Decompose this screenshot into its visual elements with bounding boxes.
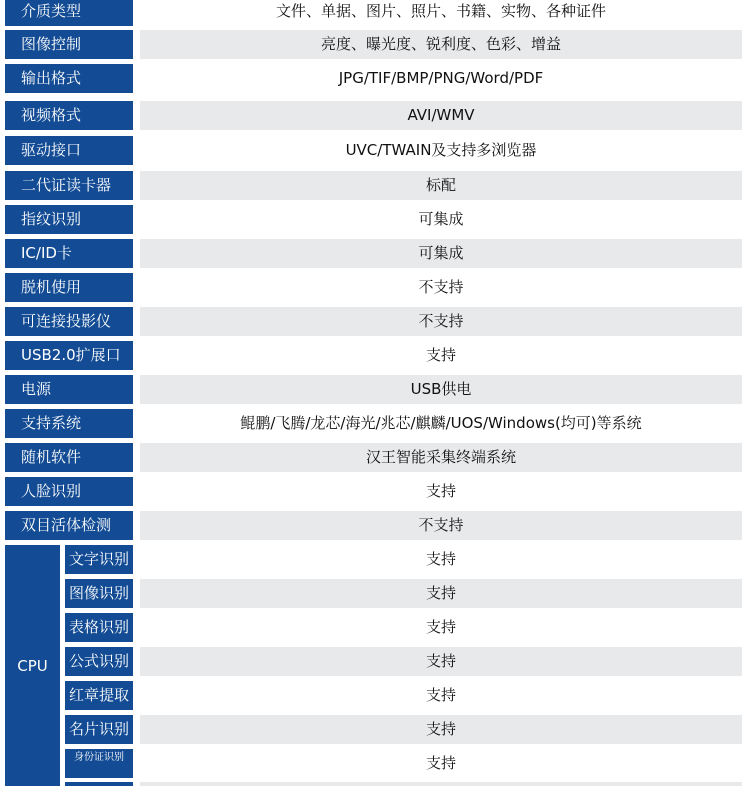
row-value: JPG/TIF/BMP/PNG/Word/PDF [140, 64, 742, 93]
cpu-row-value: 支持 [140, 647, 742, 676]
row-label: 脱机使用 [5, 273, 133, 302]
cpu-row [0, 647, 750, 676]
row-label: 介质类型 [5, 0, 133, 26]
row-value: 文件、单据、图片、照片、书籍、实物、各种证件 [140, 0, 742, 26]
row-value: USB供电 [140, 375, 742, 404]
cpu-row-label: 公式识别 [65, 647, 133, 676]
row-value: 可集成 [140, 205, 742, 234]
row-label: 电源 [5, 375, 133, 404]
cpu-row [0, 715, 750, 744]
row-label: 人脸识别 [5, 477, 133, 506]
cpu-group-label: CPU [5, 545, 60, 786]
spec-row [0, 511, 750, 540]
spec-row [0, 443, 750, 472]
row-value: 亮度、曝光度、锐利度、色彩、增益 [140, 30, 742, 59]
row-value: 支持 [140, 341, 742, 370]
row-value: 鲲鹏/飞腾/龙芯/海光/兆芯/麒麟/UOS/Windows(均可)等系统 [140, 409, 742, 438]
row-value: 不支持 [140, 273, 742, 302]
spec-row [0, 307, 750, 336]
cpu-row-value: 支持 [140, 715, 742, 744]
row-value: 汉王智能采集终端系统 [140, 443, 742, 472]
spec-row [0, 0, 750, 26]
row-label: USB2.0扩展口 [5, 341, 133, 370]
spec-row [0, 205, 750, 234]
spec-row [0, 171, 750, 200]
cpu-row-value: 支持 [140, 749, 742, 778]
row-value: 不支持 [140, 307, 742, 336]
row-label: IC/ID卡 [5, 239, 133, 268]
row-value: 不支持 [140, 511, 742, 540]
cpu-row [0, 681, 750, 710]
cpu-row-value: 支持 [140, 579, 742, 608]
spec-row [0, 64, 750, 93]
cpu-row-label: 文字识别 [65, 545, 133, 574]
row-label: 随机软件 [5, 443, 133, 472]
cpu-row [0, 579, 750, 608]
spec-row [0, 341, 750, 370]
cpu-row-value: 支持 [140, 681, 742, 710]
cpu-row-value: 支持 [140, 613, 742, 642]
spec-row [0, 136, 750, 165]
row-label: 视频格式 [5, 101, 133, 130]
cpu-row-partial [0, 782, 750, 786]
row-value: 支持 [140, 477, 742, 506]
spec-row [0, 409, 750, 438]
row-label: 指纹识别 [5, 205, 133, 234]
row-value: 标配 [140, 171, 742, 200]
cpu-row-value: 支持 [140, 545, 742, 574]
row-label: 双目活体检测 [5, 511, 133, 540]
cpu-row-label: 表格识别 [65, 613, 133, 642]
cpu-row [0, 613, 750, 642]
cpu-row-label: 身份证识别 [65, 749, 133, 778]
cpu-row-label [65, 782, 133, 786]
cpu-row-value [140, 782, 742, 786]
row-label: 驱动接口 [5, 136, 133, 165]
cpu-row-label: 红章提取 [65, 681, 133, 710]
cpu-row [0, 545, 750, 574]
cpu-row-label: 图像识别 [65, 579, 133, 608]
spec-row [0, 375, 750, 404]
row-label: 输出格式 [5, 64, 133, 93]
row-value: UVC/TWAIN及支持多浏览器 [140, 136, 742, 165]
spec-row [0, 273, 750, 302]
row-value: 可集成 [140, 239, 742, 268]
spec-row [0, 477, 750, 506]
row-label: 可连接投影仪 [5, 307, 133, 336]
cpu-row-label: 名片识别 [65, 715, 133, 744]
row-label: 二代证读卡器 [5, 171, 133, 200]
row-label: 图像控制 [5, 30, 133, 59]
spec-row [0, 101, 750, 130]
cpu-row [0, 749, 750, 778]
spec-row [0, 239, 750, 268]
row-label: 支持系统 [5, 409, 133, 438]
row-value: AVI/WMV [140, 101, 742, 130]
spec-row [0, 30, 750, 59]
